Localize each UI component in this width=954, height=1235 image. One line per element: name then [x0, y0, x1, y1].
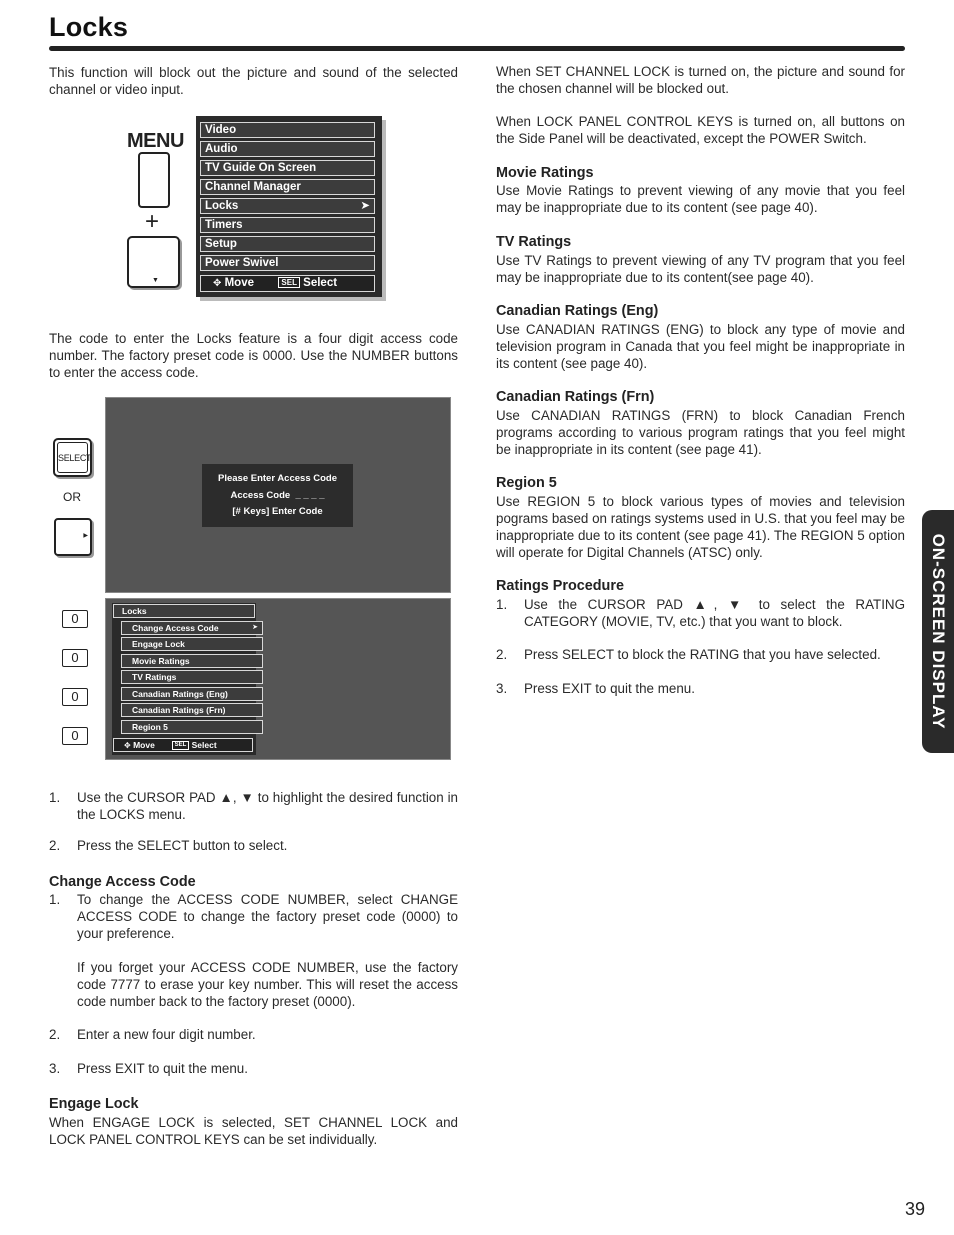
menu-item-channel-manager[interactable]: Channel Manager [200, 179, 375, 195]
cursor-right-key-icon: ▶ [54, 518, 92, 556]
menu-item-setup[interactable]: Setup [200, 236, 375, 252]
menu-item-locks[interactable] [200, 198, 375, 214]
menu-item-audio[interactable]: Audio [200, 141, 375, 157]
title-rule [49, 46, 905, 51]
menu-item-locks-label: Locks [205, 200, 239, 212]
page-number: 39 [905, 1199, 926, 1219]
locks-item-change-access-code-label: Change Access Code [132, 623, 219, 633]
tv-ratings-text: Use TV Ratings to prevent viewing of any TV program that you feel may be inappropriate due to its content(see page 40). [496, 253, 905, 285]
menu-item-timers[interactable]: Timers [200, 217, 375, 233]
canadian-frn-text: Use CANADIAN RATINGS (FRN) to block Canadian French programs according to various program ratings that you feel might be inappropriate in its content (see page 41). [496, 408, 905, 457]
footer-move-label: Move [224, 277, 254, 289]
plus-sign: + [145, 208, 160, 235]
locks-menu-title: Locks [113, 604, 255, 618]
footer-move-label: Move [133, 740, 155, 750]
heading-canadian-frn: Canadian Ratings (Frn) [496, 389, 655, 405]
select-key-label: SELECT [57, 442, 88, 473]
set-channel-lock-text: When SET CHANNEL LOCK is turned on, the picture and sound for the chosen channel will be blocked out. [496, 64, 905, 96]
heading-engage-lock: Engage Lock [49, 1096, 139, 1112]
menu-item-power-swivel[interactable]: Power Swivel [200, 255, 375, 271]
number-key-0: 0 [62, 649, 88, 667]
access-code-paragraph: The code to enter the Locks feature is a four digit access code number. The factory preset code is 0000. Use the NUMBER buttons to enter the access code. [49, 331, 458, 380]
menu-key-label: MENU [127, 130, 184, 152]
locks-item-region-5[interactable]: Region 5 [121, 720, 263, 734]
cursor-down-key-icon: ▼ [127, 236, 180, 288]
step-1-cursor-pad: 1. Use the CURSOR PAD ▲, ▼ to highlight the desired function in the LOCKS menu. [49, 790, 458, 822]
access-code-field[interactable]: Access Code _ _ _ _ [230, 490, 325, 501]
lock-panel-keys-text: When LOCK PANEL CONTROL KEYS is turned on, all buttons on the Side Panel will be deactivated, except the POWER Switch. [496, 114, 905, 146]
movie-ratings-text: Use Movie Ratings to prevent viewing of any movie that you feel may be inappropriate due to its content (see page 40). [496, 183, 905, 215]
menu-item-tv-guide[interactable]: TV Guide On Screen [200, 160, 375, 176]
locks-item-engage-lock[interactable]: Engage Lock [121, 637, 263, 651]
locks-item-canadian-eng[interactable]: Canadian Ratings (Eng) [121, 687, 263, 701]
sel-key-icon: SEL [172, 741, 190, 750]
footer-select-label: Select [191, 740, 217, 750]
footer-select-label: Select [303, 277, 338, 289]
heading-canadian-eng: Canadian Ratings (Eng) [496, 303, 659, 319]
number-key-0: 0 [62, 727, 88, 745]
page-title: Locks [49, 12, 129, 42]
locks-item-tv-ratings[interactable]: TV Ratings [121, 670, 263, 684]
heading-ratings-procedure: Ratings Procedure [496, 578, 624, 594]
ratings-step-3: 3. Press EXIT to quit the menu. [496, 681, 695, 696]
access-code-dialog [202, 464, 353, 527]
sel-key-icon: SEL [278, 277, 300, 288]
section-side-tab-label: ON-SCREEN DISPLAY [929, 533, 948, 730]
chevron-right-icon: ➤ [252, 624, 258, 631]
region-5-text: Use REGION 5 to block various types of movies and television pograms based on ratings systems used in U.S. that you feel may be inappropriate due to its content (see page 41). The REGION 5 option will operate for Digital Channels (ATSC) only. [496, 494, 905, 560]
heading-tv-ratings: TV Ratings [496, 234, 572, 250]
enter-code-hint: [# Keys] Enter Code [232, 506, 323, 517]
change-code-step-1: 1. To change the ACCESS CODE NUMBER, select CHANGE ACCESS CODE to change the factory preset code (0000) to your preference. [49, 892, 458, 941]
heading-movie-ratings: Movie Ratings [496, 165, 594, 181]
select-key-icon [53, 438, 92, 477]
locks-item-canadian-frn[interactable]: Canadian Ratings (Frn) [121, 703, 263, 717]
main-menu-osd [196, 116, 382, 297]
locks-menu-screen [105, 598, 451, 760]
ratings-step-1: 1. Use the CURSOR PAD ▲, ▼ to select the RATING CATEGORY (MOVIE, TV, etc.) that you want to block. [496, 597, 905, 629]
change-code-step-3: 3. Press EXIT to quit the menu. [49, 1061, 248, 1076]
change-code-step-2: 2. Enter a new four digit number. [49, 1027, 256, 1042]
step-2-press-select: 2. Press the SELECT button to select. [49, 838, 288, 853]
change-code-factory-note: If you forget your ACCESS CODE NUMBER, use the factory code 7777 to erase your key number. This will reset the access code number back to the factory preset (0000). [77, 960, 458, 1009]
move-arrows-icon: ✥ [124, 741, 131, 750]
intro-paragraph: This function will block out the picture and sound of the selected channel or video input. [49, 65, 458, 97]
or-label: OR [63, 490, 81, 504]
canadian-eng-text: Use CANADIAN RATINGS (ENG) to block any type of movie and television program in Canada that you feel might be inappropriate in its content (see page 40). [496, 322, 905, 371]
menu-key-icon [138, 152, 170, 208]
engage-lock-text: When ENGAGE LOCK is selected, SET CHANNEL LOCK and LOCK PANEL CONTROL KEYS can be set individually. [49, 1115, 458, 1147]
locks-menu-footer [113, 738, 253, 752]
move-arrows-icon: ✥ [213, 278, 222, 289]
number-key-0: 0 [62, 610, 88, 628]
access-prompt: Please Enter Access Code [218, 473, 337, 484]
menu-footer [200, 275, 375, 292]
access-code-screen [105, 397, 451, 593]
locks-menu-osd [112, 603, 256, 755]
section-side-tab [922, 510, 954, 753]
locks-item-change-access-code[interactable] [121, 621, 263, 635]
number-key-0: 0 [62, 688, 88, 706]
ratings-step-2: 2. Press SELECT to block the RATING that you have selected. [496, 647, 881, 662]
chevron-right-icon: ➤ [360, 200, 370, 212]
locks-item-movie-ratings[interactable]: Movie Ratings [121, 654, 263, 668]
menu-item-video[interactable]: Video [200, 122, 375, 138]
heading-region-5: Region 5 [496, 475, 557, 491]
heading-change-access-code: Change Access Code [49, 874, 196, 890]
